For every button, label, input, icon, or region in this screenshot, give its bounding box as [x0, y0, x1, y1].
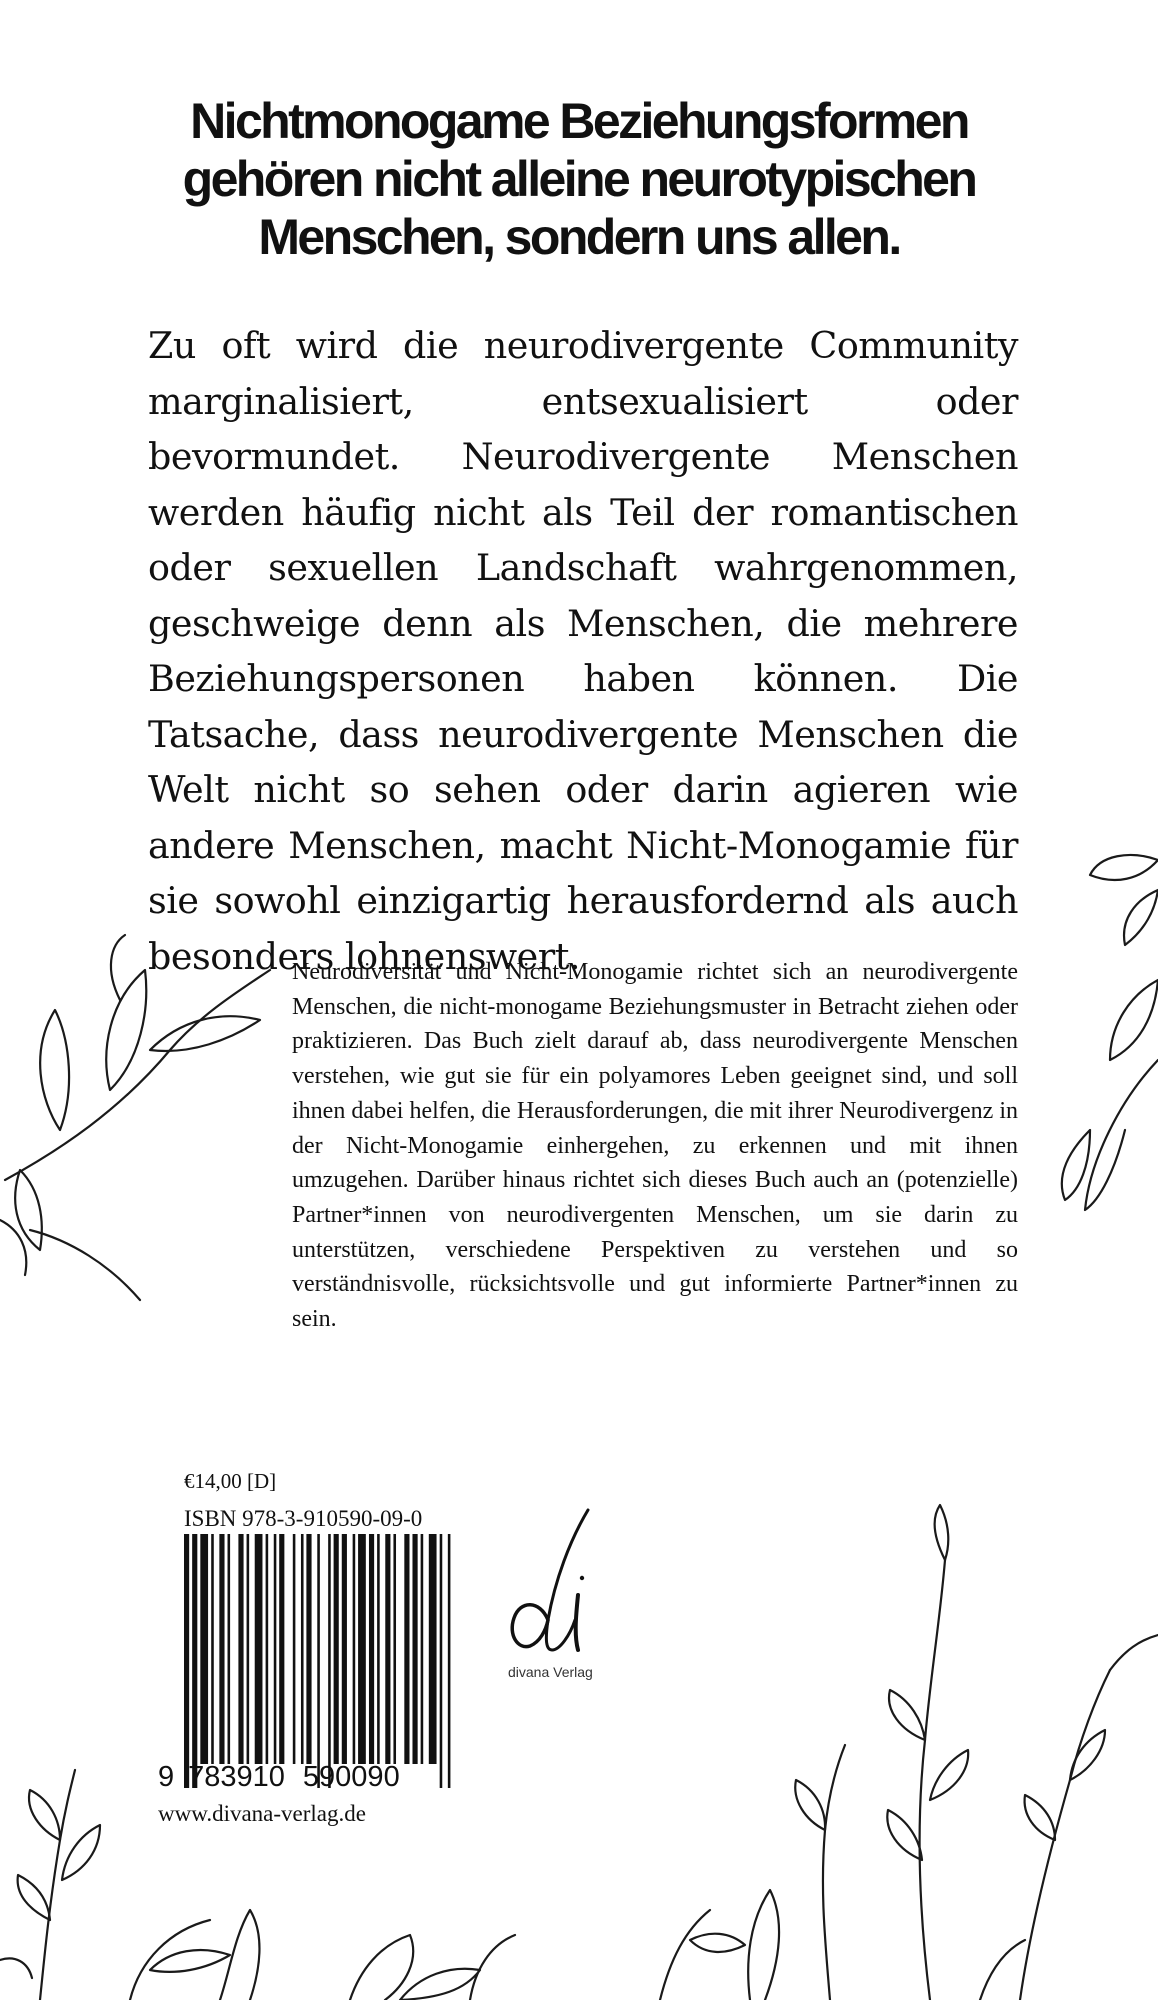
- barcode-bar: [429, 1534, 437, 1764]
- barcode-bar: [421, 1534, 424, 1764]
- barcode-bar: [412, 1534, 417, 1764]
- barcode-bar: [211, 1534, 214, 1764]
- barcode-bar: [192, 1534, 197, 1788]
- publisher-name: divana Verlag: [508, 1664, 593, 1680]
- barcode-bar: [448, 1534, 451, 1788]
- botanical-illustration-bottom-right: [600, 1500, 1158, 2000]
- barcode-bar: [334, 1534, 339, 1764]
- price-label: €14,00 [D]: [184, 1469, 277, 1493]
- barcode-bar: [377, 1534, 380, 1764]
- botanical-illustration-left: [0, 930, 300, 1310]
- barcode-bar: [328, 1534, 331, 1788]
- barcode-bar: [200, 1534, 208, 1764]
- blurb-paragraph: Neurodiversität und Nicht-Monogamie richtet sich an neurodivergente Menschen, die nicht-monogame Beziehungsmuster in Betracht ziehen oder praktizieren. Das Buch zielt darauf ab, dass neurodivergente Menschen verstehen, wie gut sie für ein polyamores Leben geeignet sind, und soll ihnen dabei helfen, die Herausforderungen, die mit ihrer Neurodivergenz in der Nicht-Monogamie einhergehen, zu erkennen und mit ihnen umzugehen. Darüber hinaus richtet sich dieses Buch auch an (potenzielle) Partner*innen von neurodivergenten Menschen, um sie darin zu unterstützen, verschiedene Perspektiven zu verstehen und so verständnisvolle, rücksichtsvolle und gut informierte Partner*innen zu sein.: [292, 959, 1018, 1333]
- lead-paragraph: Zu oft wird die neurodivergente Community marginalisiert, entsexualisiert oder bevormundet. Neurodivergente Menschen werden häufig nicht als Teil der romantischen oder sexuellen Landschaft wahrgenommen, geschweige denn als Menschen, die mehrere Beziehungspersonen haben können. Die Tatsache, dass neurodivergente Menschen die Welt nicht so sehen oder darin agieren wie andere Menschen, macht Nicht-Monogamie für sie sowohl einzigartig herausfordernd als auch besonders lohnenswert.: [148, 324, 1018, 978]
- barcode-digits: [158, 1760, 400, 1794]
- barcode-bar: [279, 1534, 284, 1764]
- barcode-digit-group-1: 783910: [188, 1761, 285, 1793]
- headline: Nichtmonogame Beziehungsformen gehören nicht alleine neurotypischen Menschen, sondern uns allen.: [182, 93, 976, 265]
- barcode-bar: [266, 1534, 269, 1764]
- barcode-bar: [247, 1534, 250, 1764]
- isbn-label: ISBN 978-3-910590-09-0: [184, 1506, 423, 1531]
- barcode-bar: [293, 1534, 296, 1764]
- barcode-bar: [238, 1534, 243, 1764]
- barcode-bar: [317, 1534, 320, 1788]
- botanical-illustration-right: [1050, 830, 1158, 1250]
- barcode-bar: [274, 1534, 277, 1764]
- barcode-bar: [385, 1534, 390, 1764]
- barcode-digit-lead: 9: [158, 1761, 175, 1793]
- barcode-bar: [440, 1534, 443, 1788]
- website-link[interactable]: www.divana-verlag.de: [158, 1801, 366, 1826]
- barcode-bar: [301, 1534, 304, 1764]
- barcode: [184, 1534, 456, 1788]
- barcode-bar: [306, 1534, 311, 1764]
- barcode-bar: [228, 1534, 231, 1764]
- barcode-bar: [255, 1534, 263, 1764]
- barcode-bar: [404, 1534, 409, 1764]
- barcode-digit-group-2: 590090: [302, 1761, 400, 1793]
- barcode-bar: [184, 1534, 189, 1788]
- barcode-bar: [393, 1534, 396, 1764]
- barcode-bar: [353, 1534, 356, 1764]
- barcode-bar: [219, 1534, 224, 1764]
- publisher-logo: [500, 1500, 630, 1670]
- barcode-bar: [342, 1534, 347, 1764]
- barcode-bar: [369, 1534, 374, 1764]
- barcode-bar: [358, 1534, 366, 1764]
